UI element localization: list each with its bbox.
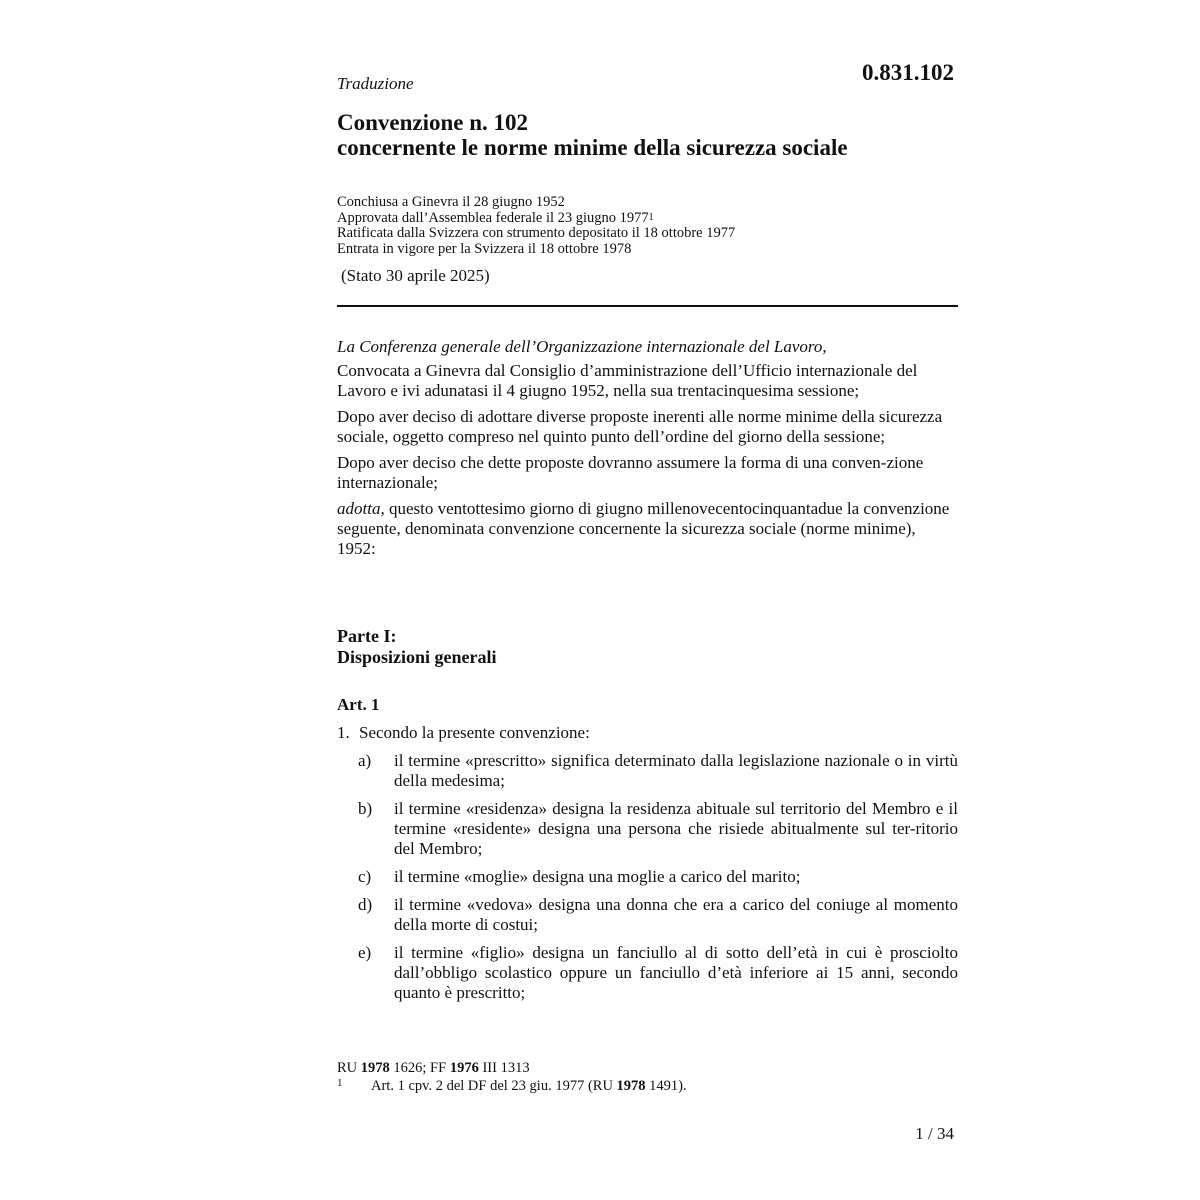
definition-item [337, 895, 958, 935]
page-number: 1 / 34 [915, 1124, 954, 1143]
status-date: (Stato 30 aprile 2025) [341, 266, 490, 285]
part-title: Disposizioni generali [337, 646, 497, 667]
footnotes [337, 1059, 958, 1095]
paragraph-number: 1. [337, 723, 350, 742]
article-paragraph [337, 723, 958, 743]
article-heading: Art. 1 [337, 695, 380, 714]
part-heading [337, 626, 497, 667]
title-line-2: concernente le norme minime della sicurezza sociale [337, 135, 848, 160]
item-text: il termine «vedova» designa una donna che era a carico del coniuge al momento della morte di costui; [394, 895, 958, 934]
meta-concluded: Conchiusa a Ginevra il 28 giugno 1952 [337, 194, 565, 210]
item-text: il termine «moglie» designa una moglie a carico del marito; [394, 867, 801, 886]
meta-ratified: Ratificata dalla Svizzera con strumento depositato il 18 ottobre 1977 [337, 225, 736, 241]
footnote-mark: 1 [337, 1077, 343, 1089]
preamble-opening: La Conferenza generale dell’Organizzazione internazionale del Lavoro, [337, 337, 827, 356]
meta-in-force: Entrata in vigore per la Svizzera il 18 ottobre 1978 [337, 240, 632, 257]
item-text: il termine «figlio» designa un fanciullo al di sotto dell’età in cui è prosciolto dall’obbligo scolastico oppure un fanciullo d’età inferiore ai 15 anni, secondo quanto è prescritto; [394, 943, 958, 1002]
sr-number: 0.831.102 [862, 60, 954, 85]
title-line-1: Convenzione n. 102 [337, 110, 529, 135]
definition-item [337, 943, 958, 1003]
definition-item [337, 799, 958, 859]
article-body [337, 723, 958, 1011]
item-label: a) [358, 751, 372, 770]
footnote-1 [337, 1077, 958, 1095]
item-label: e) [358, 943, 372, 962]
item-text: il termine «residenza» designa la residenza abituale sul territorio del Membro e il termine «residente» designa una persona che risiede abitualmente sul ter-ritorio del Membro; [394, 799, 958, 858]
document-metadata [337, 195, 957, 257]
definition-item [337, 751, 958, 791]
definition-item [337, 867, 958, 887]
item-label: c) [358, 867, 372, 886]
source-reference: RU 1978 1626; FF 1976 III 1313 [337, 1060, 530, 1076]
item-label: b) [358, 799, 373, 818]
meta-approved: Approvata dall’Assemblea federale il 23 giugno 1977$^1$ [337, 209, 654, 226]
item-label: d) [358, 895, 373, 914]
adopts-word: adotta, [337, 499, 385, 518]
footnote-ref[interactable]: 1 [648, 211, 654, 223]
part-number: Parte I: [337, 626, 397, 646]
preamble-paragraph: Dopo aver deciso di adottare diverse proposte inerenti alle norme minime della sicurezza sociale, oggetto compreso nel quinto punto dell’ordine del giorno della sessione; [337, 407, 943, 446]
preamble-paragraph: Dopo aver deciso che dette proposte dovranno assumere la forma di una conven-zione internazionale; [337, 453, 924, 492]
paragraph-text: Secondo la presente convenzione: [359, 723, 590, 742]
preamble [337, 337, 958, 565]
item-text: il termine «prescritto» significa determinato dalla legislazione nazionale o in virtù della medesima; [394, 751, 958, 790]
preamble-paragraph: Convocata a Ginevra dal Consiglio d’amministrazione dell’Ufficio internazionale del Lavoro e ivi adunatasi il 4 giugno 1952, nella sua trentacinquesima sessione; [337, 361, 918, 400]
document-title [337, 110, 957, 160]
translation-label: Traduzione [337, 74, 414, 93]
footnote-text: Art. 1 cpv. 2 del DF del 23 giu. 1977 (RU 1978 1491). [371, 1078, 687, 1094]
preamble-adoption: adotta, questo ventottesimo giorno di giugno millenovecentocinquantadue la convenzione seguente, denominata convenzione concernente la sicurezza sociale (norme minime), 1952: [337, 499, 950, 558]
horizontal-rule [337, 305, 958, 307]
